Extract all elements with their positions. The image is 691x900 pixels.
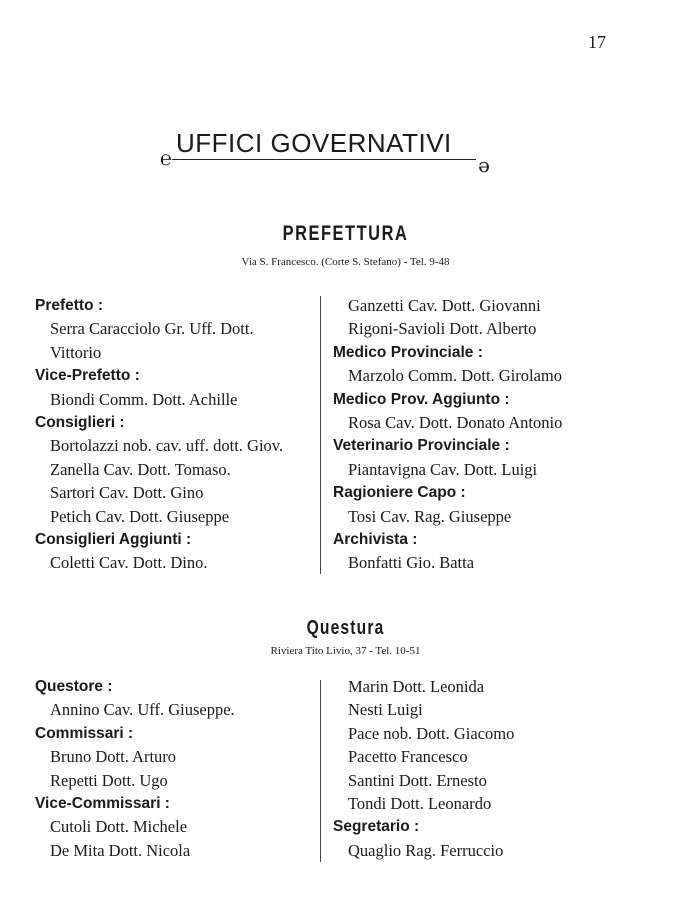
official-name: Piantavigna Cav. Dott. Luigi [348, 459, 538, 479]
office-label: Consiglieri : [35, 413, 125, 431]
questura-column-divider [320, 680, 321, 862]
questura-title: Questura [306, 617, 385, 639]
questura-address: Riviera Tito Livio, 37 - Tel. 10-51 [270, 645, 421, 657]
office-label: Prefetto : [35, 297, 104, 314]
official-name: Marin Dott. Leonida [348, 677, 485, 696]
header-title: UFFICI GOVERNATIVI [176, 128, 452, 158]
official-name: Tosi Cav. Rag. Giuseppe [348, 506, 512, 526]
official-name: Rigoni-Savioli Dott. Alberto [348, 319, 537, 339]
right-ornament-icon: ə [478, 153, 490, 177]
office-label: Medico Prov. Aggiunto : [333, 390, 510, 408]
office-label: Vice-Commissari : [35, 794, 170, 812]
office-label: Archivista : [333, 530, 418, 548]
questura-left-column [35, 675, 235, 862]
office-label: Medico Provinciale : [333, 343, 483, 361]
official-name: Repetti Dott. Ugo [50, 770, 168, 790]
office-label: Veterinario Provinciale : [333, 437, 510, 455]
official-name: Bortolazzi nob. cav. uff. dott. Giov. [50, 436, 284, 456]
official-name: Zanella Cav. Dott. Tomaso. [50, 459, 231, 479]
header-rule [172, 159, 476, 160]
office-label: Commissari : [35, 724, 134, 742]
office-label: Segretario : [333, 818, 420, 836]
official-name: Vittorio [50, 342, 102, 362]
office-label: Consiglieri Aggiunti : [35, 530, 192, 548]
prefettura-left-column [35, 294, 283, 575]
official-name: Ganzetti Cav. Dott. Giovanni [348, 296, 541, 315]
official-name: Bonfatti Gio. Batta [348, 553, 475, 573]
office-label: Vice-Prefetto : [35, 367, 140, 385]
official-name: Quaglio Rag. Ferruccio [348, 840, 504, 860]
official-name: Tondi Dott. Leonardo [348, 793, 492, 813]
office-label: Questore : [35, 678, 113, 695]
prefettura-title: PREFETTURA [282, 222, 409, 245]
page-number: 17 [588, 32, 606, 52]
office-label: Ragioniere Capo : [333, 484, 466, 502]
official-name: Sartori Cav. Dott. Gino [50, 483, 204, 503]
official-name: Pacetto Francesco [348, 747, 468, 767]
official-name: Cutoli Dott. Michele [50, 817, 188, 837]
left-ornament-icon: ℮ [160, 146, 173, 170]
official-name: De Mita Dott. Nicola [50, 840, 191, 860]
prefettura-right-column [333, 294, 562, 575]
official-name: Pace nob. Dott. Giacomo [348, 723, 515, 743]
official-name: Biondi Comm. Dott. Achille [50, 389, 238, 409]
official-name: Bruno Dott. Arturo [50, 747, 177, 767]
official-name: Nesti Luigi [348, 700, 423, 720]
official-name: Coletti Cav. Dott. Dino. [50, 553, 208, 573]
official-name: Santini Dott. Ernesto [348, 770, 487, 790]
official-name: Marzolo Comm. Dott. Girolamo [348, 366, 563, 386]
section-header [160, 126, 490, 176]
prefettura-address: Via S. Francesco. (Corte S. Stefano) - Tel. 9-48 [241, 256, 450, 268]
official-name: Annino Cav. Uff. Giuseppe. [50, 700, 235, 720]
official-name: Petich Cav. Dott. Giuseppe [50, 506, 230, 526]
questura-right-column [333, 675, 514, 862]
official-name: Serra Caracciolo Gr. Uff. Dott. [50, 319, 254, 339]
official-name: Rosa Cav. Dott. Donato Antonio [348, 412, 563, 432]
prefettura-column-divider [320, 296, 321, 574]
